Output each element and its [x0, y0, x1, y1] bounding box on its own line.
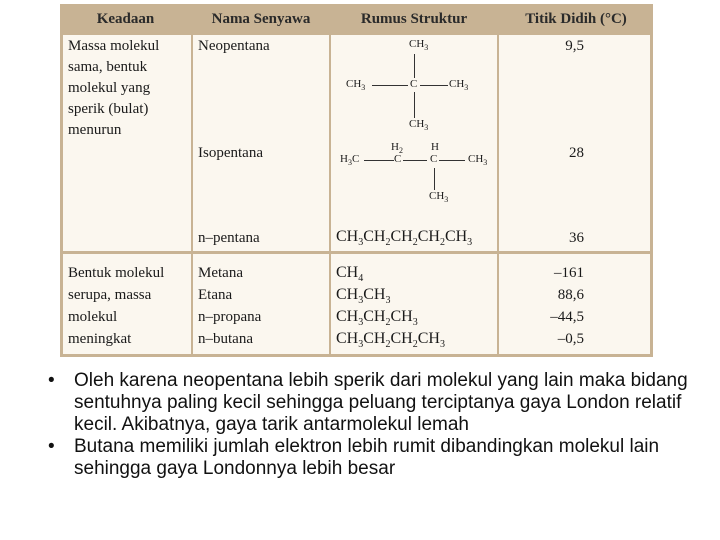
- boiling-point: –0,5: [557, 331, 584, 347]
- bullet-dot: •: [48, 370, 55, 391]
- formula-n-pentane: $CH_3CH_2CH_2CH_2CH_3$: [336, 228, 473, 249]
- chem-ch3-right: $CH_3$: [468, 153, 488, 168]
- compound-name: n–propana: [198, 309, 262, 325]
- chem-ch3-right: $CH_3$: [449, 78, 469, 93]
- boiling-point: 36: [569, 230, 584, 246]
- compound-name: Isopentana: [198, 145, 263, 161]
- keadaan-line: sama, bentuk: [68, 59, 148, 75]
- boiling-point: 28: [569, 145, 584, 161]
- bond: [414, 92, 415, 118]
- chem-ch3-left: $CH_3$: [346, 78, 366, 93]
- bond: [414, 54, 415, 78]
- compound-name: n–butana: [198, 331, 253, 347]
- bond: [403, 160, 427, 161]
- keadaan-line: serupa, massa: [68, 287, 152, 303]
- compound-name: Metana: [198, 265, 243, 281]
- keadaan-line: meningkat: [68, 331, 132, 347]
- keadaan-line: Massa molekul: [68, 38, 160, 54]
- chem-c-center: C: [410, 78, 418, 90]
- chem-ch3-top: $CH_3$: [409, 38, 429, 53]
- formula-metana: $CH_4$: [336, 264, 364, 285]
- chem-c2: C: [394, 153, 402, 165]
- bond: [364, 160, 394, 161]
- keadaan-line: menurun: [68, 122, 122, 138]
- bond: [420, 85, 448, 86]
- bullet-text: Oleh karena neopentana lebih sperik dari molekul yang lain maka bidang sentuhnya paling kecil sehingga peluang terciptanya gaya London relatif kecil. Akibatnya, gaya tarik antarmolekul lemah: [74, 370, 688, 435]
- boiling-point: 88,6: [557, 287, 584, 303]
- chem-h2: $H_2$: [391, 141, 403, 156]
- boiling-point: –161: [554, 265, 584, 281]
- bullet-list: [48, 370, 698, 480]
- bullet-item: [48, 370, 698, 436]
- keadaan-line: Bentuk molekul: [68, 265, 165, 281]
- header-titik-didih: Titik Didih (°C): [499, 4, 653, 34]
- keadaan-line: molekul: [68, 309, 118, 325]
- header-keadaan: Keadaan: [60, 4, 191, 34]
- bullet-item: [48, 436, 698, 480]
- chem-h: H: [431, 141, 439, 153]
- chem-h3c: $H_3C$: [340, 153, 360, 168]
- bond: [372, 85, 408, 86]
- formula-propana: $CH_3CH_2CH_3$: [336, 308, 418, 329]
- chem-ch3-bottom: $CH_3$: [409, 118, 429, 133]
- formula-butana: $CH_3CH_2CH_2CH_3$: [336, 330, 445, 351]
- compound-name: Etana: [198, 287, 233, 303]
- bullet-text: Butana memiliki jumlah elektron lebih rumit dibandingkan molekul lain sehingga gaya Londonnya lebih besar: [74, 436, 660, 479]
- bond: [434, 168, 435, 190]
- boiling-point: 9,5: [565, 38, 584, 54]
- chem-ch3-bottom: $CH_3$: [429, 190, 449, 205]
- bullet-dot: •: [48, 436, 55, 457]
- keadaan-line: molekul yang: [68, 80, 151, 96]
- data-table: [60, 4, 653, 357]
- keadaan-line: sperik (bulat): [68, 101, 149, 117]
- bond: [439, 160, 465, 161]
- compound-name: n–pentana: [198, 230, 260, 246]
- header-nama-senyawa: Nama Senyawa: [193, 4, 329, 34]
- compound-name: Neopentana: [198, 38, 270, 54]
- boiling-point: –44,5: [550, 309, 584, 325]
- chem-c3: C: [430, 153, 438, 165]
- formula-etana: $CH_3CH_3$: [336, 286, 391, 307]
- header-rumus-struktur: Rumus Struktur: [331, 4, 497, 34]
